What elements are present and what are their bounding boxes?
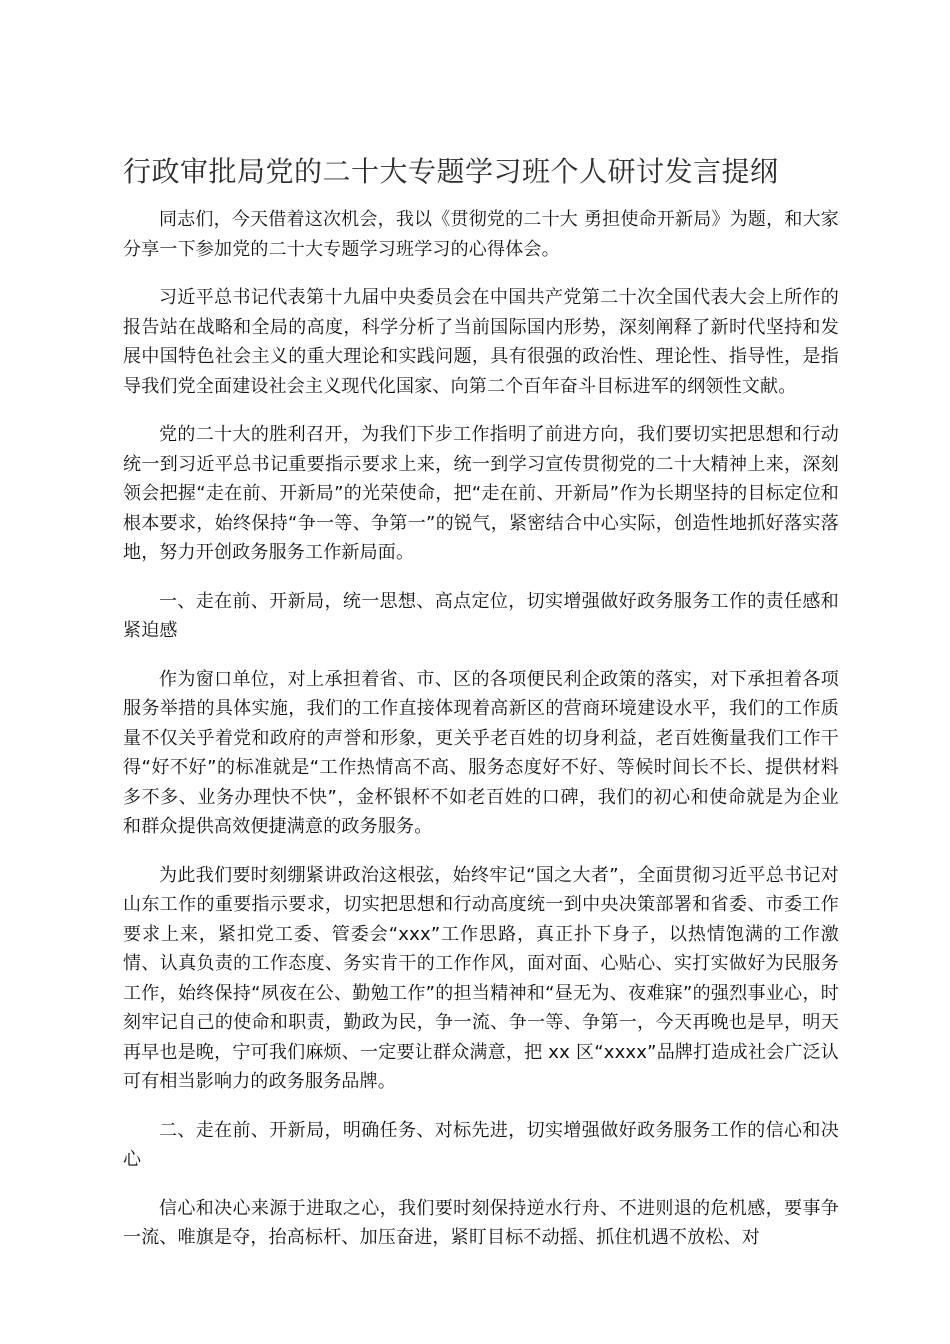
document-body [123,205,839,1272]
paragraph-politics: 为此我们要时刻绷紧讲政治这根弦，始终牢记“国之大者”，全面贯彻习近平总书记对山东工作的重要指示要求，切实把思想和行动高度统一到中央决策部署和省委、市委工作要求上来，紧扣党工委、管委会“xxx”工作思路，真正扑下身子，以热情饱满的工作激情、认真负责的工作态度、务实肯干的工作作风，面对面、心贴心、实打实做好为民服务工作，始终保持“夙夜在公、勤勉工作”的担当精神和“昼无为、夜难寐”的强烈事业心，时刻牢记自己的使命和职责，勤政为民，争一流、争一等、争第一，今天再晚也是早，明天再早也是晚，宁可我们麻烦、一定要让群众满意，把 xx 区“xxxx”品牌打造成社会广泛认可有相当影响力的政务服务品牌。 [123,864,839,1092]
paragraph-report-significance: 习近平总书记代表第十九届中央委员会在中国共产党第二十次全国代表大会上所作的报告站在战略和全局的高度，科学分析了当前国际国内形势，深刻阐释了新时代坚持和发展中国特色社会主义的重大理论和实践问题，具有很强的政治性、理论性、指导性，是指导我们党全面建设社会主义现代化国家、向第二个百年奋斗目标进军的纲领性文献。 [123,287,839,397]
paragraph-intro: 同志们，今天借着这次机会，我以《贯彻党的二十大 勇担使命开新局》为题，和大家分享一下参加党的二十大专题学习班学习的心得体会。 [123,209,839,260]
paragraph-direction: 党的二十大的胜利召开，为我们下步工作指明了前进方向，我们要切实把思想和行动统一到习近平总书记重要指示要求上来，统一到学习宣传贯彻党的二十大精神上来，深刻领会把握“走在前、开新局”的光荣使命，把“走在前、开新局”作为长期坚持的目标定位和根本要求，始终保持“争一等、争第一”的锐气，紧密结合中心实际，创造性地抓好落实落地，努力开创政务服务工作新局面。 [123,424,839,563]
paragraph-confidence: 信心和决心来源于进取之心，我们要时刻保持逆水行舟、不进则退的危机感，要事争一流、唯旗是夺，抬高标杆、加压奋进，紧盯目标不动摇、抓住机遇不放松、对 [123,1197,839,1248]
document-title: 行政审批局党的二十大专题学习班个人研讨发言提纲 [123,155,779,188]
section-heading-two: 二、走在前、开新局，明确任务、对标先进，切实增强做好政务服务工作的信心和决心 [123,1119,839,1170]
paragraph-window-unit: 作为窗口单位，对上承担着省、市、区的各项便民利企政策的落实，对下承担着各项服务举措的具体实施，我们的工作直接体现着高新区的营商环境建设水平，我们的工作质量不仅关乎着党和政府的声誉和形象，更关乎老百姓的切身利益，老百姓衡量我们工作干得“好不好”的标准就是“工作热情高不高、服务态度好不好、等候时间长不长、提供材料多不多、业务办理快不快”，金杯银杯不如老百姓的口碑，我们的初心和使命就是为企业和群众提供高效便捷满意的政务服务。 [123,668,839,837]
section-heading-one: 一、走在前、开新局，统一思想、高点定位，切实增强做好政务服务工作的责任感和紧迫感 [123,590,839,641]
